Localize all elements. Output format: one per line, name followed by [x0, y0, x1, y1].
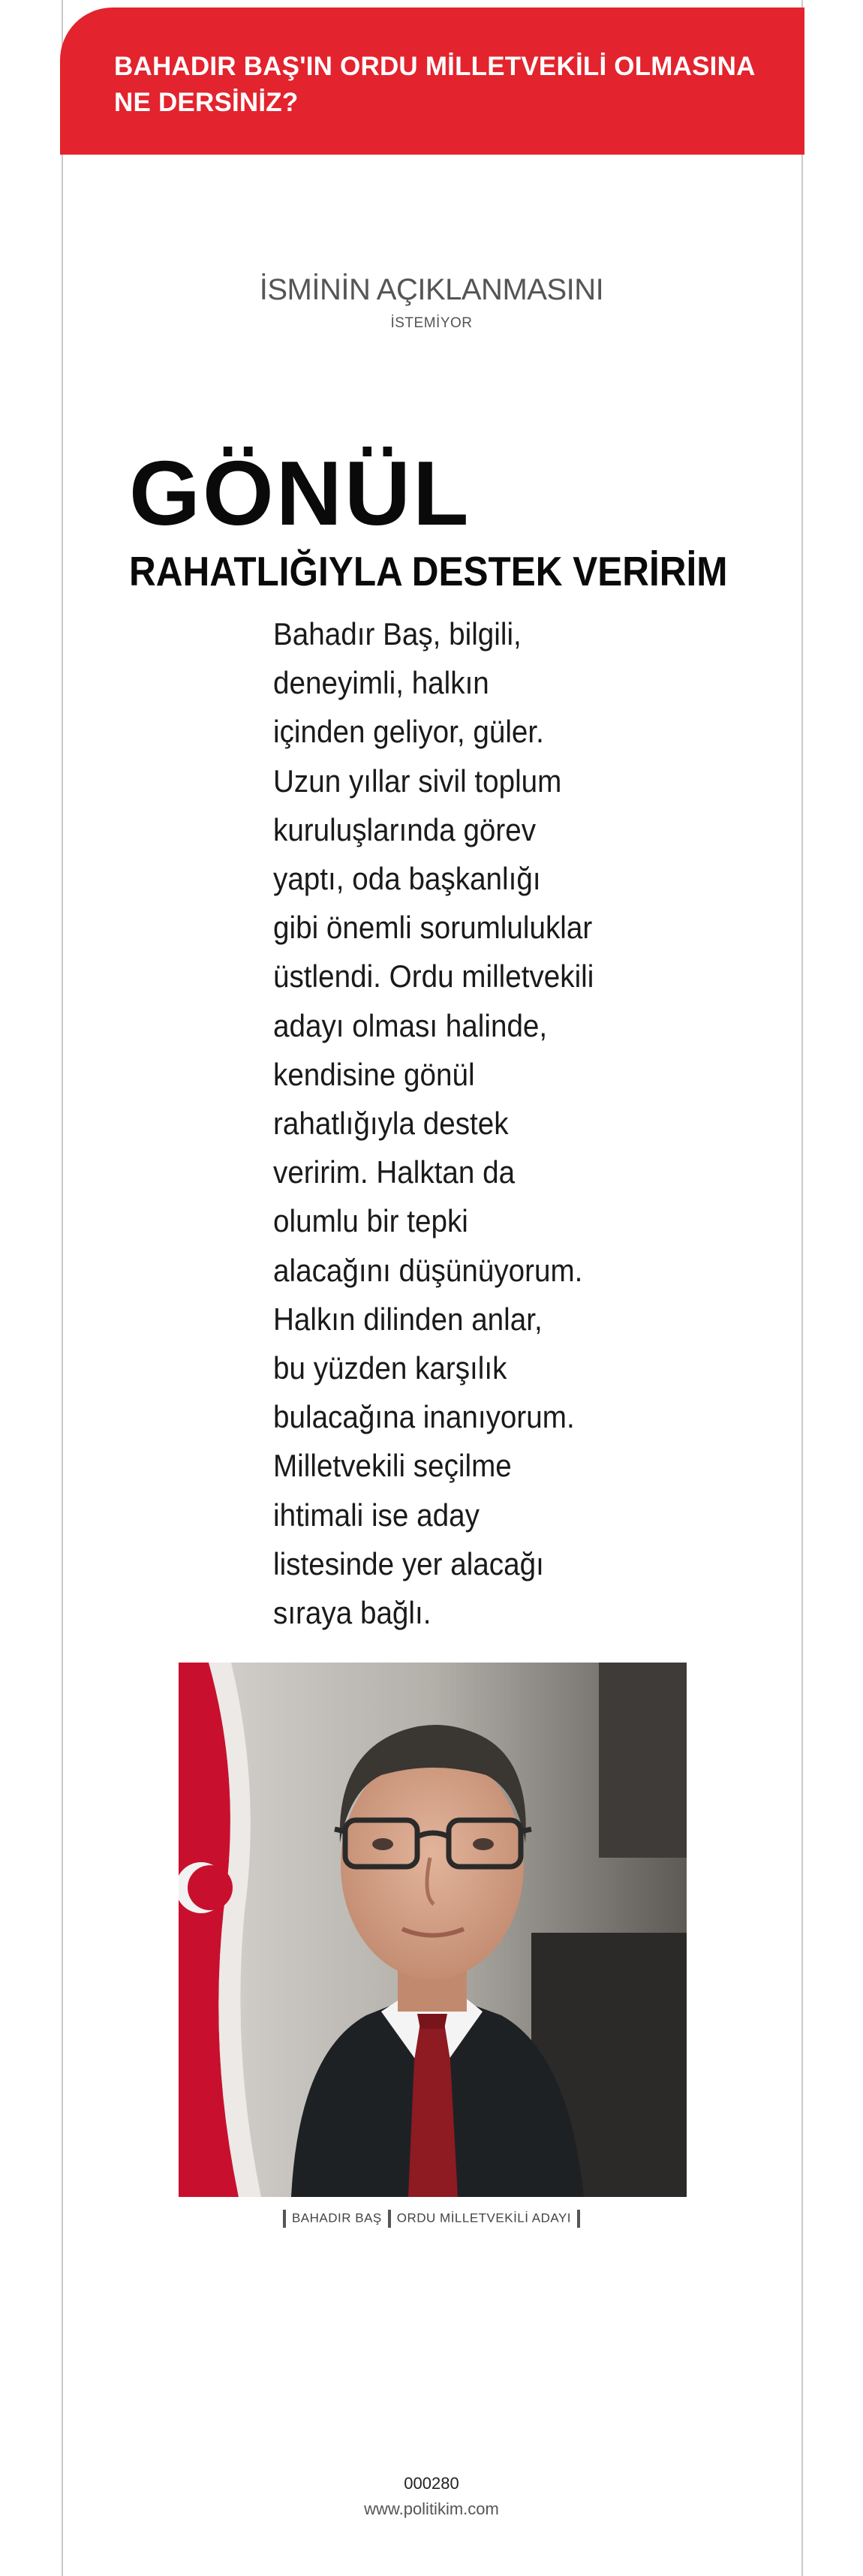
- headline-subtitle: RAHATLIĞIYLA DESTEK VERİRİM: [129, 548, 728, 594]
- body-line: kendisine gönül: [273, 1056, 475, 1092]
- caption-name: BAHADIR BAŞ: [291, 2210, 382, 2225]
- caption-divider: [577, 2210, 580, 2228]
- banner-line-1: BAHADIR BAŞ'IN ORDU MİLLETVEKİLİ OLMASINA: [114, 52, 756, 81]
- body-line: veririm. Halktan da: [273, 1154, 516, 1190]
- kicker-main: İSMİNİN AÇIKLANMASINI: [259, 273, 604, 306]
- kicker-sub: İSTEMİYOR: [390, 315, 473, 331]
- body-line: Bahadır Baş, bilgili,: [273, 616, 522, 652]
- footer-url[interactable]: www.politikim.com: [364, 2499, 499, 2518]
- article-body: [273, 609, 633, 1637]
- body-line: yaptı, oda başkanlığı: [273, 861, 541, 897]
- caption-divider: [283, 2210, 286, 2228]
- headline-title: GÖNÜL: [129, 442, 471, 544]
- caption-role: ORDU MİLLETVEKİLİ ADAYI: [396, 2210, 572, 2225]
- body-line: Uzun yıllar sivil toplum: [273, 763, 562, 799]
- body-line: kuruluşlarında görev: [273, 811, 537, 847]
- banner-line-2: NE DERSİNİZ?: [114, 88, 299, 117]
- body-line: olumlu bir tepki: [273, 1203, 468, 1239]
- caption-divider: [388, 2210, 391, 2228]
- portrait-illustration: [179, 1663, 687, 2197]
- body-line: listesinde yer alacağı: [273, 1545, 544, 1581]
- portrait-photo: [179, 1663, 687, 2197]
- body-line: rahatlığıyla destek: [273, 1106, 509, 1142]
- body-line: ihtimali ise aday: [273, 1497, 480, 1533]
- body-line: Halkın dilinden anlar,: [273, 1301, 543, 1337]
- body-line: içinden geliyor, güler.: [273, 714, 544, 750]
- body-line: alacağını düşünüyorum.: [273, 1252, 583, 1288]
- body-line: Milletvekili seçilme: [273, 1448, 512, 1484]
- body-line: deneyimli, halkın: [273, 665, 489, 701]
- question-banner: [60, 8, 804, 155]
- body-line: bu yüzden karşılık: [273, 1350, 507, 1386]
- footer-code: 000280: [404, 2474, 459, 2493]
- photo-caption: [0, 2210, 863, 2228]
- body-line: sıraya bağlı.: [273, 1595, 432, 1631]
- body-line: bulacağına inanıyorum.: [273, 1399, 575, 1435]
- body-line: üstlendi. Ordu milletvekili: [273, 958, 594, 995]
- body-line: adayı olması halinde,: [273, 1007, 548, 1043]
- body-line: gibi önemli sorumluluklar: [273, 910, 593, 946]
